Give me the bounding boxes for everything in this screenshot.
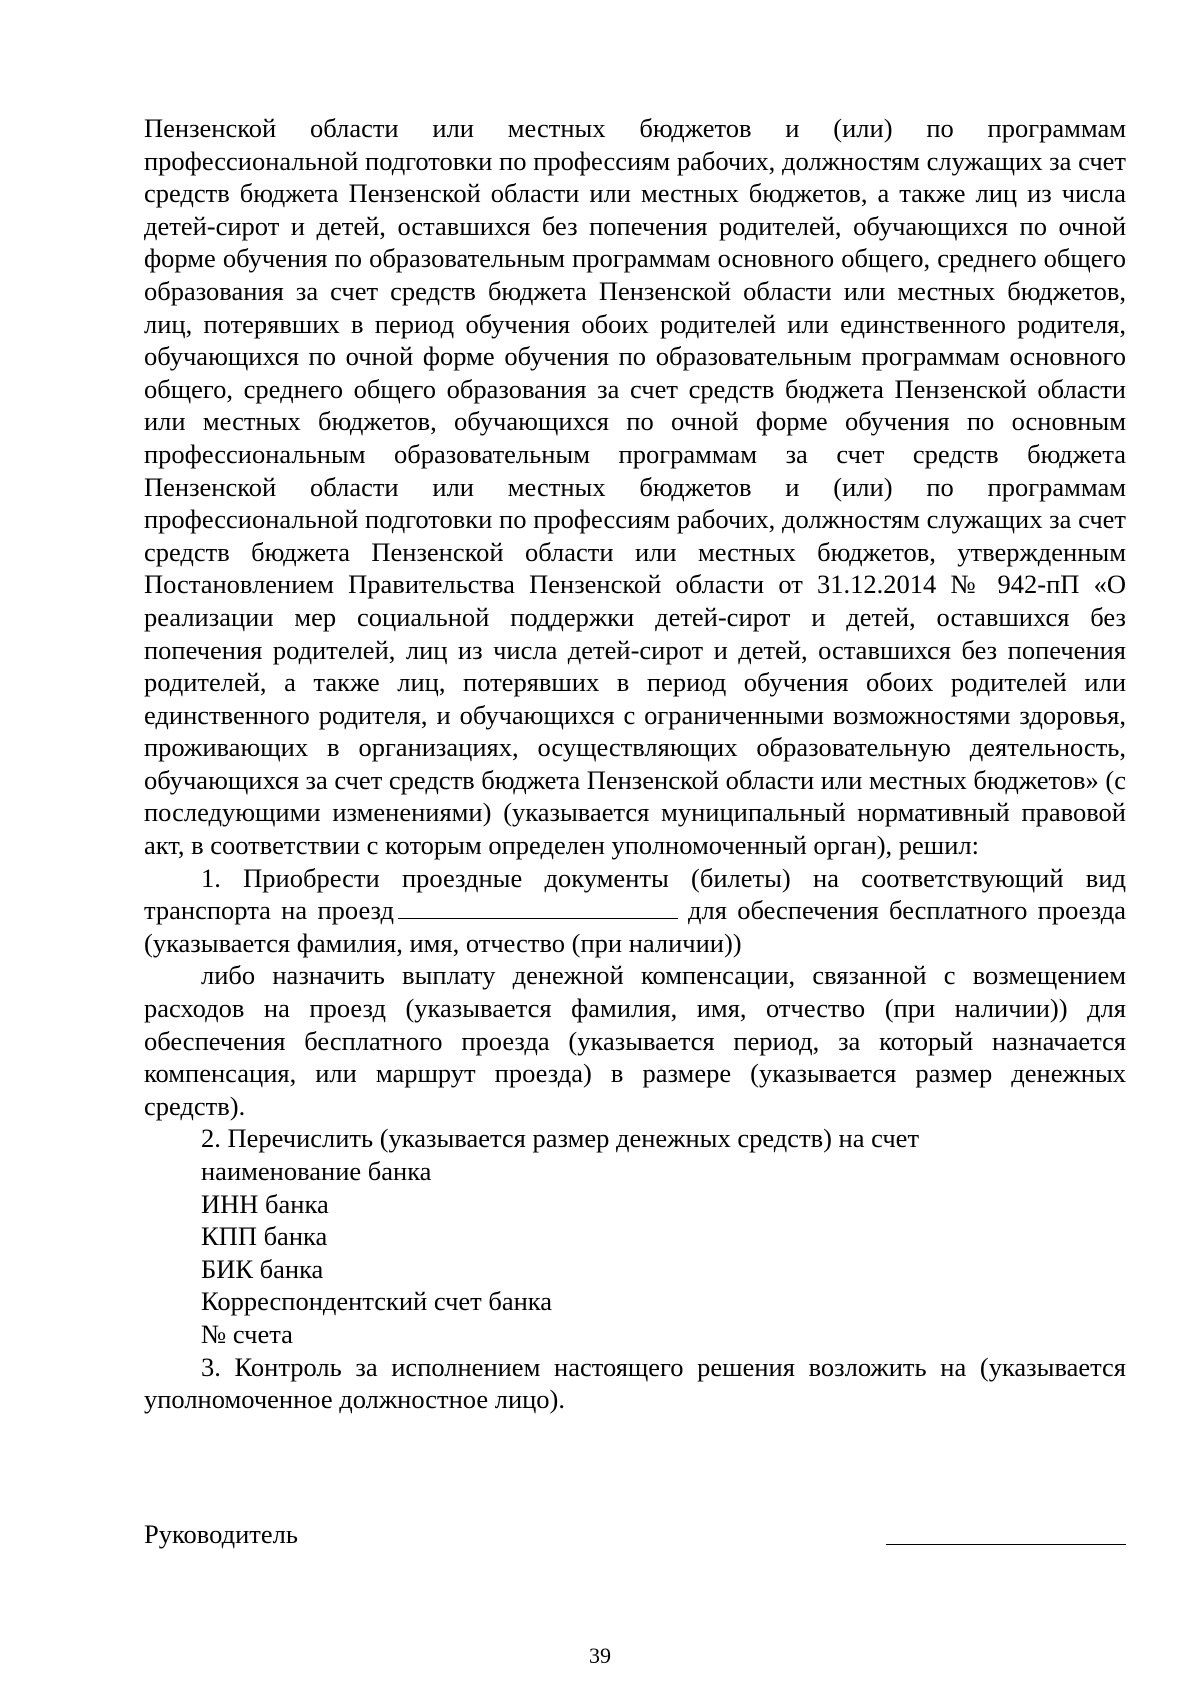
item-3-paragraph: 3. Контроль за исполнением настоящего решения возложить на (указывается уполномоченное должностное лицо).	[144, 1351, 1126, 1415]
bank-inn-line: ИНН банка	[201, 1188, 329, 1219]
item-1-text-start: 1. Приобрести проездные документы (билеты) на соответствующий вид транспорта на проезд	[144, 862, 1126, 926]
account-number-line: № счета	[201, 1318, 293, 1349]
bank-bik-line: БИК банка	[201, 1253, 324, 1284]
recipient-name-blank	[398, 896, 678, 919]
compensation-paragraph: либо назначить выплату денежной компенсации, связанной с возмещением расходов на проезд (указывается фамилия, имя, отчество (при наличии)) для обеспечения бесплатного проезда (указывается период, за который назначается компенсация, или маршрут проезда) в размере (указывается размер денежных средств).	[144, 960, 1126, 1121]
document-body	[144, 112, 1126, 1416]
item-2-transfer-line: 2. Перечислить (указывается размер денежных средств) на счет	[201, 1123, 920, 1154]
signature-blank-line	[886, 1544, 1126, 1545]
bank-name-line: наименование банка	[201, 1156, 432, 1186]
item-1-paragraph	[144, 862, 1126, 960]
signature-row	[144, 1518, 1126, 1554]
item-1-text-end: для обеспечения бесплатного проезда (указывается фамилия, имя, отчество (при наличии))	[144, 895, 1126, 958]
bank-kpp-line: КПП банка	[201, 1221, 328, 1252]
intro-paragraph: Пензенской области или местных бюджетов и (или) по программам профессиональной подготовки по профессиям рабочих, должностям служащих за счет средств бюджета Пензенской области или местных бюджетов, а также лиц из числа детей-сирот и детей, оставшихся без попечения родителей, обучающихся по очной форме обучения по образовательным программам основного общего, среднего общего образования за счет средств бюджета Пензенской области или местных бюджетов, лиц, потерявших в период обучения обоих родителей или единственного родителя, обучающихся по очной форме обучения по образовательным программам основного общего, среднего общего образования за счет средств бюджета Пензенской области или местных бюджетов, обучающихся по очной форме обучения по основным профессиональным образовательным программам за счет средств бюджета Пензенской области или местных бюджетов и (или) по программам профессиональной подготовки по профессиям рабочих, должностям служащих за счет средств бюджета Пензенской области или местных бюджетов, утвержденным Постановлением Правительства Пензенской области от 31.12.2014 № 942-пП «О реализации мер социальной поддержки детей-сирот и детей, оставшихся без попечения родителей, лиц из числа детей-сирот и детей, оставшихся без попечения родителей, а также лиц, потерявших в период обучения обоих родителей или единственного родителя, и обучающихся с ограниченными возможностями здоровья, проживающих в организациях, осуществляющих образовательную деятельность, обучающихся за счет средств бюджета Пензенской области или местных бюджетов» (с последующими изменениями) (указывается муниципальный нормативный правовой акт, в соответствии с которым определен уполномоченный орган), решил:	[144, 113, 1126, 861]
signature-label: Руководитель	[144, 1519, 298, 1549]
bank-correspondent-account-line: Корреспондентский счет банка	[201, 1286, 553, 1317]
item-2-block	[144, 1122, 1126, 1350]
page-number: 39	[589, 1643, 611, 1668]
